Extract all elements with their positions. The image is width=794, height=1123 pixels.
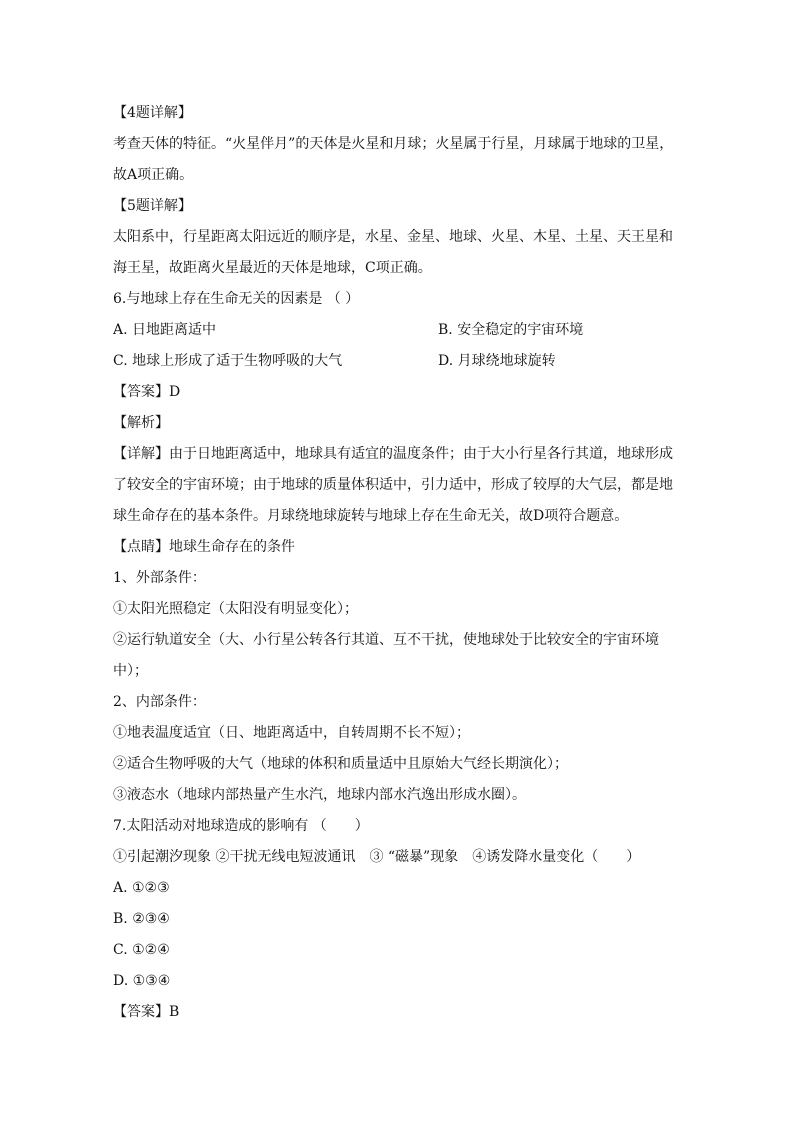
external-condition-2-line-1: ②运行轨道安全（大、小行星公转各行其道、互不干扰，使地球处于比较安全的宇宙环境 — [113, 632, 659, 648]
document-page — [113, 98, 703, 1028]
q7-option-c: C. ①②④ — [113, 942, 170, 958]
internal-condition-2: ②适合生物呼吸的大气（地球的体积和质量适中且原始大气经长期演化）； — [113, 756, 568, 772]
q7-answer: 【答案】B — [113, 1004, 180, 1020]
q7-option-b: B. ②③④ — [113, 911, 170, 927]
external-conditions-heading: 1、外部条件： — [113, 570, 206, 586]
internal-conditions-heading: 2、内部条件： — [113, 694, 206, 710]
q7-option-d: D. ①③④ — [113, 973, 171, 989]
q6-options-row-2 — [113, 346, 703, 377]
q4-detail-line-2: 故A项正确。 — [113, 167, 194, 183]
q6-option-a: A. 日地距离适中 — [113, 322, 217, 338]
q6-tip-heading: 【点睛】地球生命存在的条件 — [113, 539, 295, 555]
q4-detail-heading: 【4题详解】 — [113, 105, 192, 121]
q6-option-b: B. 安全稳定的宇宙环境 — [438, 322, 584, 338]
q4-detail-line-1: 考查天体的特征。“火星伴月”的天体是火星和月球；火星属于行星，月球属于地球的卫星， — [113, 136, 674, 152]
q6-detail-line-2: 了较安全的宇宙环境；由于地球的质量体积适中，引力适中，形成了较厚的大气层，都是地 — [113, 477, 673, 493]
q5-detail-line-1: 太阳系中，行星距离太阳远近的顺序是，水星、金星、地球、火星、木星、土星、天王星和 — [113, 229, 673, 245]
q5-detail-heading: 【5题详解】 — [113, 198, 192, 214]
q7-statements: ①引起潮汐现象 ②干扰无线电短波通讯 ③ “磁暴”现象 ④诱发降水量变化（ ） — [113, 849, 641, 865]
external-condition-1: ①太阳光照稳定（太阳没有明显变化）； — [113, 601, 358, 617]
q6-detail-line-3: 球生命存在的基本条件。月球绕地球旋转与地球上存在生命无关，故D项符合题意。 — [113, 508, 629, 524]
q6-answer: 【答案】D — [113, 384, 181, 400]
q6-detail-line-1: 【详解】由于日地距离适中，地球具有适宜的温度条件；由于大小行星各行其道，地球形成 — [113, 446, 673, 462]
q7-option-a: A. ①②③ — [113, 880, 170, 896]
external-condition-2-line-2: 中）； — [113, 663, 148, 679]
q6-analysis-heading: 【解析】 — [113, 415, 169, 431]
internal-condition-3: ③液态水（地球内部热量产生水汽，地球内部水汽逸出形成水圈）。 — [113, 787, 526, 803]
q6-option-c: C. 地球上形成了适于生物呼吸的大气 — [113, 353, 343, 369]
q5-detail-line-2: 海王星，故距离火星最近的天体是地球，C项正确。 — [113, 260, 432, 276]
internal-condition-1: ①地表温度适宜（日、地距离适中，自转周期不长不短）； — [113, 725, 470, 741]
q6-question: 6.与地球上存在生命无关的因素是 （ ） — [113, 291, 360, 307]
q6-option-d: D. 月球绕地球旋转 — [438, 353, 556, 369]
q7-question: 7.太阳活动对地球造成的影响有 （ ） — [113, 818, 369, 834]
q6-options-row-1 — [113, 315, 703, 346]
